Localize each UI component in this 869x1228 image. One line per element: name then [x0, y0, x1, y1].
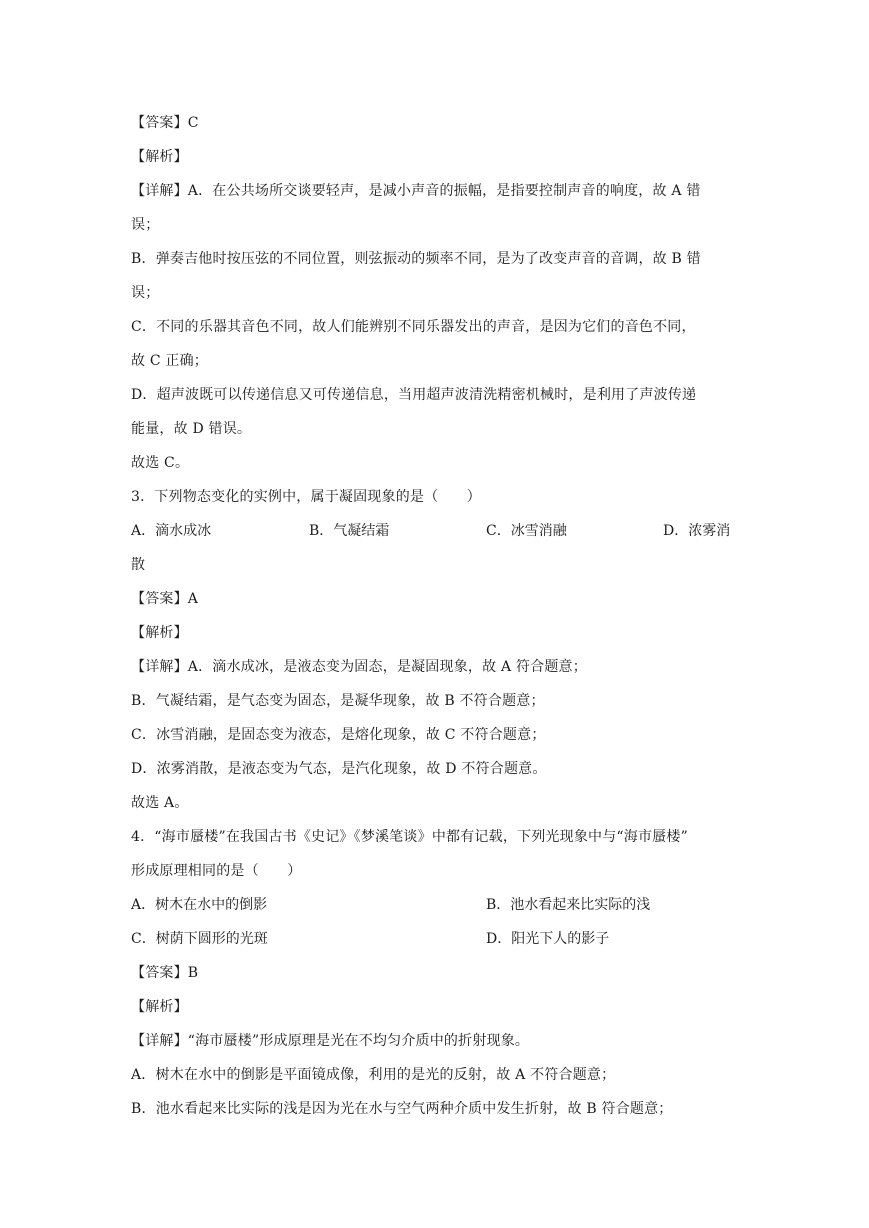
- analysis-label: 【解析】: [131, 625, 188, 641]
- conclusion-line: 故选 C。: [131, 455, 190, 471]
- explanation-line: 能量，故 D 错误。: [131, 421, 252, 437]
- conclusion-line: 故选 A。: [131, 795, 189, 811]
- explanation-line: C．不同的乐器其音色不同，故人们能辨别不同乐器发出的声音，是因为它们的音色不同，: [131, 319, 696, 335]
- option-a: A．滴水成冰: [131, 523, 212, 539]
- question-4-options-row-2: [131, 922, 741, 956]
- option-c: C．树荫下圆形的光斑: [131, 931, 268, 947]
- explanation-line: D．超声波既可以传递信息又可传递信息，当用超声波清洗精密机械时，是利用了声波传递: [131, 387, 697, 403]
- explanation-line: 【详解】A．在公共场所交谈要轻声，是减小声音的振幅，是指要控制声音的响度，故 A 错: [131, 183, 701, 199]
- option-d: D．浓雾消: [663, 523, 731, 539]
- explanation-line: 【详解】“海市蜃楼”形成原理是光在不均匀介质中的折射现象。: [131, 1033, 530, 1049]
- question-3: 3．下列物态变化的实例中，属于凝固现象的是（ ）: [131, 489, 481, 505]
- analysis-label: 【解析】: [131, 999, 188, 1015]
- option-d: D．阳光下人的影子: [486, 931, 610, 947]
- analysis-label: 【解析】: [131, 149, 188, 165]
- explanation-line: C．冰雪消融，是固态变为液态，是熔化现象，故 C 不符合题意；: [131, 727, 546, 743]
- option-b: B．池水看起来比实际的浅: [486, 897, 651, 913]
- document-page: [131, 106, 741, 1126]
- explanation-line: 故 C 正确；: [131, 353, 209, 369]
- option-b: B．气凝结霜: [309, 523, 390, 539]
- option-d-continuation: 散: [131, 557, 146, 573]
- option-a: A．树木在水中的倒影: [131, 897, 268, 913]
- option-c: C．冰雪消融: [486, 523, 567, 539]
- question-3-options: [131, 514, 741, 548]
- answer-label: 【答案】C: [131, 115, 199, 131]
- explanation-line: 误；: [131, 285, 160, 301]
- answer-label: 【答案】A: [131, 591, 199, 607]
- explanation-line: A．树木在水中的倒影是平面镜成像，利用的是光的反射，故 A 不符合题意；: [131, 1067, 616, 1083]
- question-4-options-row-1: [131, 888, 741, 922]
- answer-label: 【答案】B: [131, 965, 199, 981]
- explanation-line: D．浓雾消散，是液态变为气态，是汽化现象，故 D 不符合题意。: [131, 761, 547, 777]
- explanation-line: 【详解】A．滴水成冰，是液态变为固态，是凝固现象，故 A 符合题意；: [131, 659, 587, 675]
- explanation-line: B．池水看起来比实际的浅是因为光在水与空气两种介质中发生折射，故 B 符合题意；: [131, 1101, 673, 1117]
- explanation-line: B．气凝结霜，是气态变为固态，是凝华现象，故 B 不符合题意；: [131, 693, 545, 709]
- question-4-continuation: 形成原理相同的是（ ）: [131, 863, 302, 879]
- question-4: 4．“海市蜃楼”在我国古书《史记》《梦溪笔谈》中都有记载，下列光现象中与“海市蜃楼”: [131, 829, 688, 845]
- explanation-line: B．弹奏吉他时按压弦的不同位置，则弦振动的频率不同，是为了改变声音的音调，故 B 错: [131, 251, 701, 267]
- explanation-line: 误；: [131, 217, 160, 233]
